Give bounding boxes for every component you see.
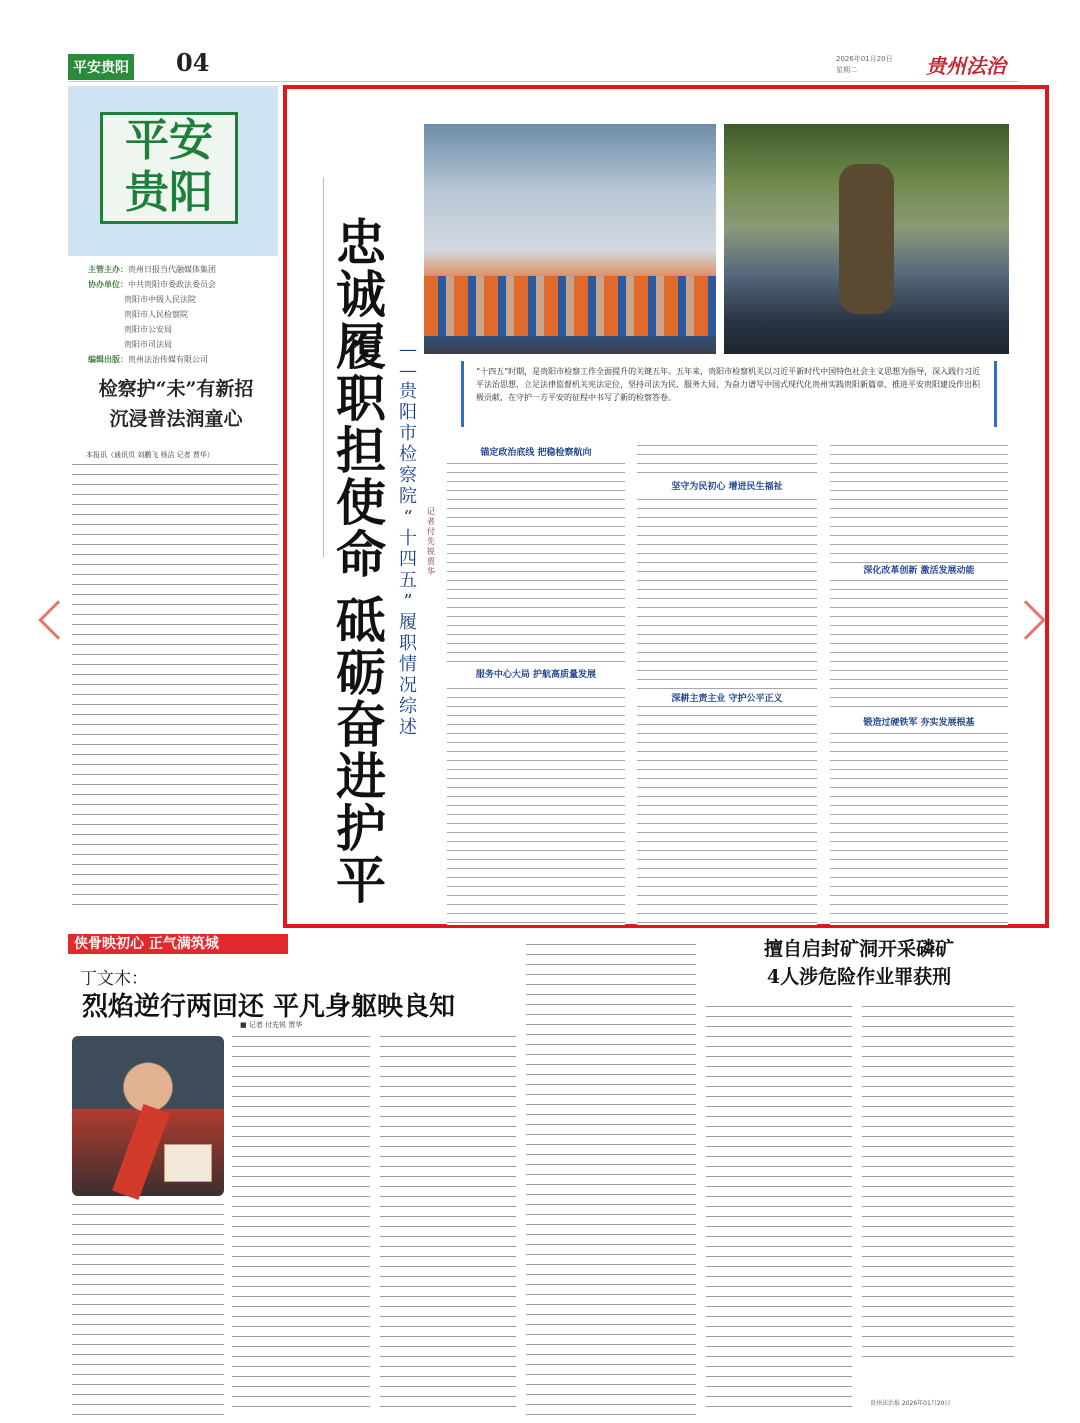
feature-column-1: [447, 445, 625, 925]
lower-article-body-4: [526, 944, 696, 1416]
title-rule: [323, 177, 324, 557]
credit-line: 贵阳市中级人民法院: [124, 295, 196, 304]
section-head: 深耕主责主业 守护公平正义: [637, 691, 817, 705]
right-headline-line1[interactable]: 擅自启封矿洞开采磷矿: [763, 938, 954, 960]
credit-line: 主管主办：贵州日报当代融媒体集团: [88, 265, 216, 274]
section-head: 服务中心大局 护航高质量发展: [447, 667, 625, 681]
credits-block: [88, 262, 276, 367]
credit-line: 编辑出版：贵州法治传媒有限公司: [88, 355, 208, 364]
date-line: 2026年01月20日: [836, 55, 893, 63]
right-headline-line2[interactable]: 4人涉危险作业罪获刑: [766, 966, 952, 988]
brand-logo: 贵州法治: [926, 54, 1006, 78]
credit-line: 贵阳市司法局: [124, 340, 172, 349]
feature-title: 忠 诚 履 职 担 使 命 砥 砺 奋 进 护 平: [336, 213, 386, 910]
left-headline-line2[interactable]: 沉浸普法润童心: [109, 408, 243, 430]
right-article-body-2: [862, 1006, 1014, 1360]
feature-column-2: [637, 445, 817, 925]
credit-line: 贵阳市公安局: [124, 325, 172, 334]
lower-article-body-2: [232, 1036, 370, 1416]
lower-article-body-3: [380, 1036, 516, 1416]
left-column: [68, 86, 278, 922]
weekday: 星期二: [836, 66, 857, 74]
portrait-photo: [72, 1036, 224, 1196]
masthead-title: [100, 112, 238, 224]
page-header: [68, 48, 1018, 82]
section-head: 坚守为民初心 增进民生福祉: [637, 479, 817, 493]
lower-byline: ■ 记者 付先锐 贾华: [240, 1021, 303, 1029]
right-article-body-1: [706, 1006, 852, 1414]
credit-line: 协办单位：中共贵阳市委政法委员会: [88, 280, 216, 289]
portrait-certificate: [164, 1144, 212, 1182]
section-head: 锚定政治底线 把稳检察航向: [447, 445, 625, 459]
left-article-body: [72, 464, 278, 910]
photo-figures: [424, 276, 716, 336]
lower-headline[interactable]: 烈焰逆行两回还 平凡身躯映良知: [82, 992, 456, 1022]
photo-tree: [839, 164, 894, 314]
page-number: 04: [176, 48, 210, 77]
left-byline: 本报讯（通讯员 刘鹏飞 杨洁 记者 贾华）: [86, 451, 214, 459]
feature-column-3: [830, 445, 1008, 925]
lower-person: 丁文木：: [80, 969, 148, 989]
section-label[interactable]: 平安贵阳: [68, 54, 134, 80]
section-head: 深化改革创新 激活发展动能: [830, 563, 1008, 577]
credit-line: 贵阳市人民检察院: [124, 310, 188, 319]
section-head: 锻造过硬铁军 夯实发展根基: [830, 715, 1008, 729]
feature-byline: 记 者 付 先 锐 贾 华: [427, 507, 435, 576]
feature-lead: “十四五”时期，是贵阳市检察工作全面提升的关键五年。五年来，贵阳市检察机关以习近平新时代中国特色社会主义思想为指导，深入践行习近平法治思想，立足法律监督机关宪法定位，坚持司法为民、服务大局，为奋力谱写中国式现代化贵州实践贵阳新篇章、推进平安贵阳建设作出积极贡献，在守护一方平安的征程中书写了新的检察答卷。: [461, 361, 997, 427]
right-footer-credit: 贵州法治报 2026年01月20日: [870, 1400, 951, 1407]
masthead-line-2: 贵阳: [125, 167, 213, 218]
masthead-line-1: 平安: [125, 115, 213, 166]
portrait-sash: [112, 1104, 170, 1200]
photo-tree-inspection: [724, 124, 1009, 354]
feature-subtitle: — — 贵 阳 市 检 察 院 “ 十 四 五 ” 履 职 情 况 综 述: [399, 339, 417, 738]
lower-banner: 侠骨映初心 正气满筑城: [68, 934, 288, 954]
left-headline-line1[interactable]: 检察护“未”有新招: [98, 378, 254, 400]
feature-article[interactable]: [283, 85, 1049, 928]
lower-article-body-1: [72, 1204, 224, 1416]
photo-students-visit: [424, 124, 716, 354]
